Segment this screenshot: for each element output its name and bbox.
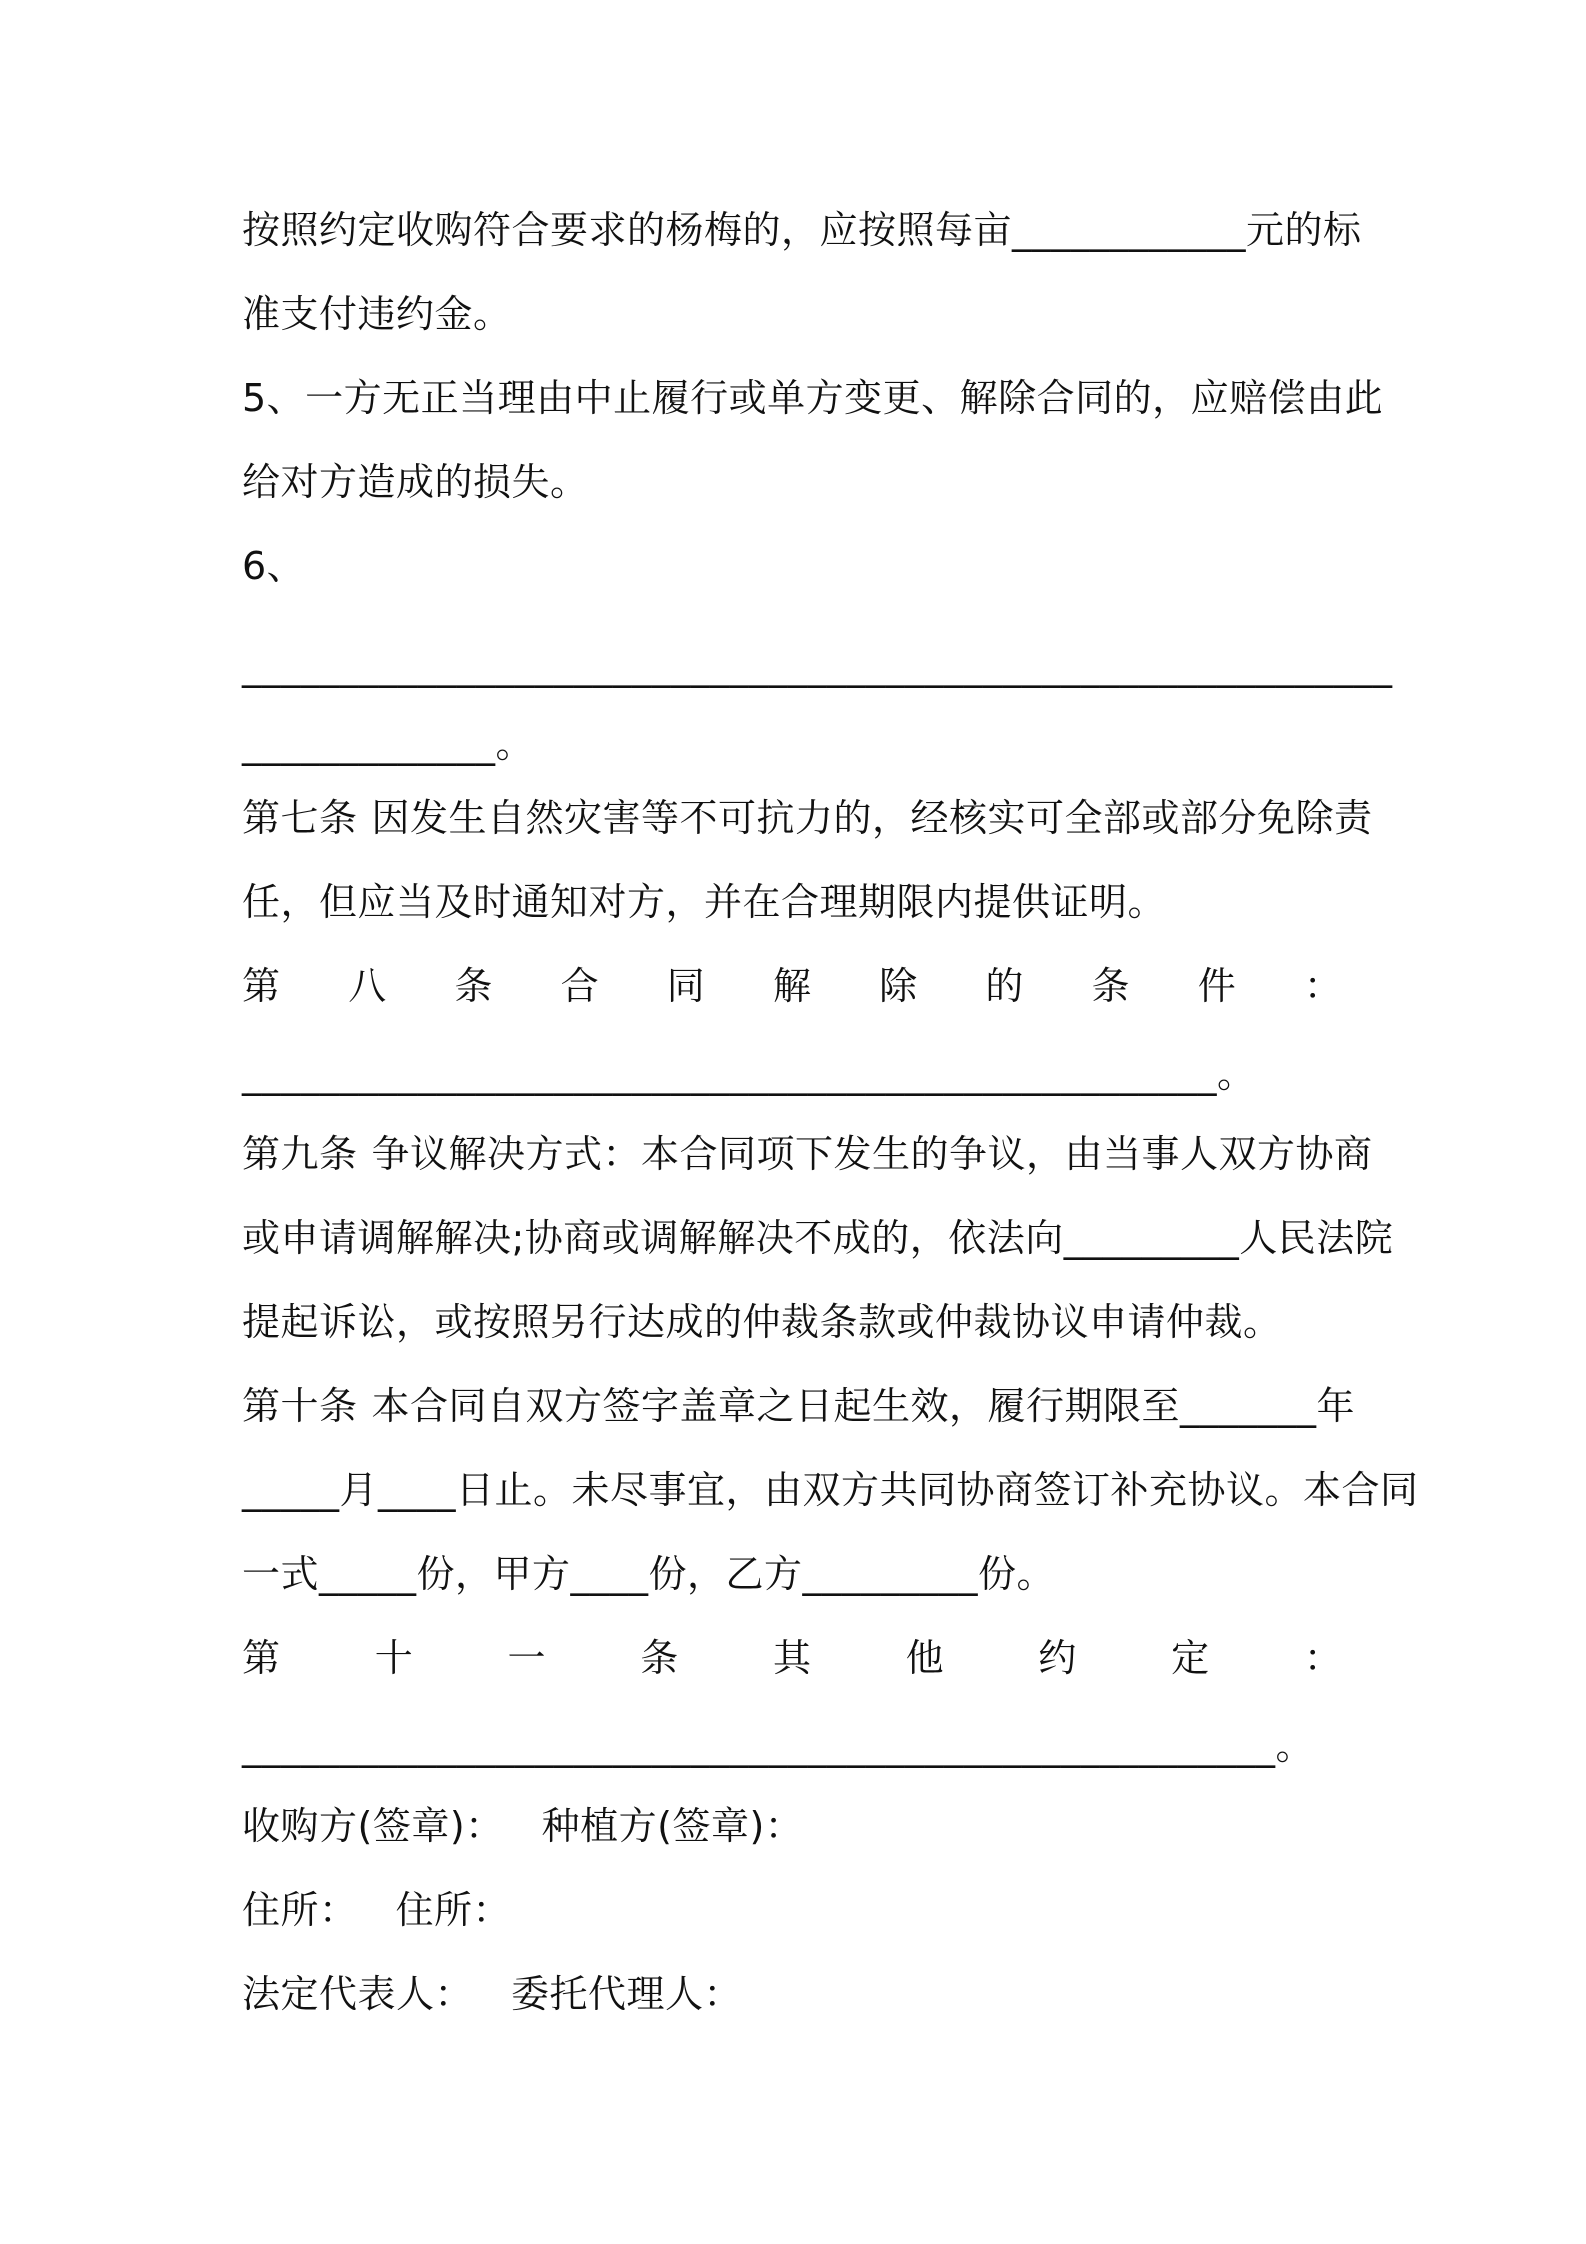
text-line: 提起诉讼，或按照另行达成的仲裁条款或仲裁协议申请仲裁。 bbox=[242, 1300, 1282, 1344]
heading-char: ： bbox=[1303, 1636, 1342, 1680]
blank-line: ___________________________________________________________ bbox=[242, 644, 1393, 688]
text-line: 一式_____份，甲方____份，乙方_________份。 bbox=[242, 1552, 1056, 1596]
heading-char: 定 bbox=[1171, 1636, 1210, 1680]
clause-nine bbox=[242, 1130, 1373, 1178]
text-line: 按照约定收购符合要求的杨梅的，应按照每亩____________元的标 bbox=[242, 208, 1362, 252]
text-line: 给对方造成的损失。 bbox=[242, 460, 589, 504]
heading-char: 十 bbox=[374, 1636, 413, 1680]
clause-text: 争议解决方式：本合同项下发生的争议，由当事人双方协商 bbox=[371, 1132, 1373, 1176]
clause-label: 第九条 bbox=[242, 1132, 358, 1176]
buyer-seal-label: 收购方(签章)： bbox=[242, 1804, 504, 1848]
heading-char: 其 bbox=[772, 1636, 811, 1680]
heading-char: 他 bbox=[905, 1636, 944, 1680]
blank-line: __________________________________________________。 bbox=[242, 1052, 1256, 1096]
clause-ten bbox=[242, 1382, 1355, 1430]
heading-char: 条 bbox=[454, 964, 493, 1008]
blank-line: _____________。 bbox=[242, 722, 535, 766]
heading-char: 的 bbox=[985, 964, 1024, 1008]
heading-char: 合 bbox=[560, 964, 599, 1008]
heading-char: 第 bbox=[242, 964, 281, 1008]
heading-char: 第 bbox=[242, 1636, 281, 1680]
heading-char: 条 bbox=[1091, 964, 1130, 1008]
text-line: _____月____日止。未尽事宜，由双方共同协商签订补充协议。本合同 bbox=[242, 1468, 1419, 1512]
text-line: 或申请调解解决;协商或调解解决不成的，依法向_________人民法院 bbox=[242, 1216, 1394, 1260]
clause-label: 第七条 bbox=[242, 796, 358, 840]
clause-seven bbox=[242, 794, 1373, 842]
heading-char: 解 bbox=[772, 964, 811, 1008]
heading-char: ： bbox=[1303, 964, 1342, 1008]
text-line: 任，但应当及时通知对方，并在合理期限内提供证明。 bbox=[242, 880, 1167, 924]
legal-representative-label: 法定代表人： bbox=[242, 1972, 474, 2016]
heading-char: 除 bbox=[879, 964, 918, 1008]
heading-char: 一 bbox=[507, 1636, 546, 1680]
signature-row bbox=[242, 1802, 803, 1850]
grower-address-label: 住所： bbox=[395, 1888, 512, 1932]
blank-line: _____________________________________________________。 bbox=[242, 1724, 1315, 1768]
grower-seal-label: 种植方(签章)： bbox=[541, 1804, 804, 1848]
address-row bbox=[242, 1886, 511, 1934]
clause-text: 因发生自然灾害等不可抗力的，经核实可全部或部分免除责 bbox=[371, 796, 1373, 840]
heading-char: 八 bbox=[348, 964, 387, 1008]
authorized-agent-label: 委托代理人： bbox=[511, 1972, 743, 2016]
heading-char: 同 bbox=[666, 964, 705, 1008]
text-line: 5、一方无正当理由中止履行或单方变更、解除合同的，应赔偿由此 bbox=[242, 376, 1384, 420]
heading-char: 条 bbox=[640, 1636, 679, 1680]
clause-eight-heading bbox=[242, 962, 1342, 1010]
heading-char: 约 bbox=[1038, 1636, 1077, 1680]
buyer-address-label: 住所： bbox=[242, 1888, 358, 1932]
representative-row bbox=[242, 1970, 742, 2018]
heading-char: 件 bbox=[1197, 964, 1236, 1008]
clause-eleven-heading bbox=[242, 1634, 1342, 1682]
text-line: 6、 bbox=[242, 544, 306, 588]
clause-text: 本合同自双方签字盖章之日起生效，履行期限至_______年 bbox=[371, 1384, 1356, 1428]
clause-label: 第十条 bbox=[242, 1384, 358, 1428]
text-line: 准支付违约金。 bbox=[242, 292, 512, 336]
